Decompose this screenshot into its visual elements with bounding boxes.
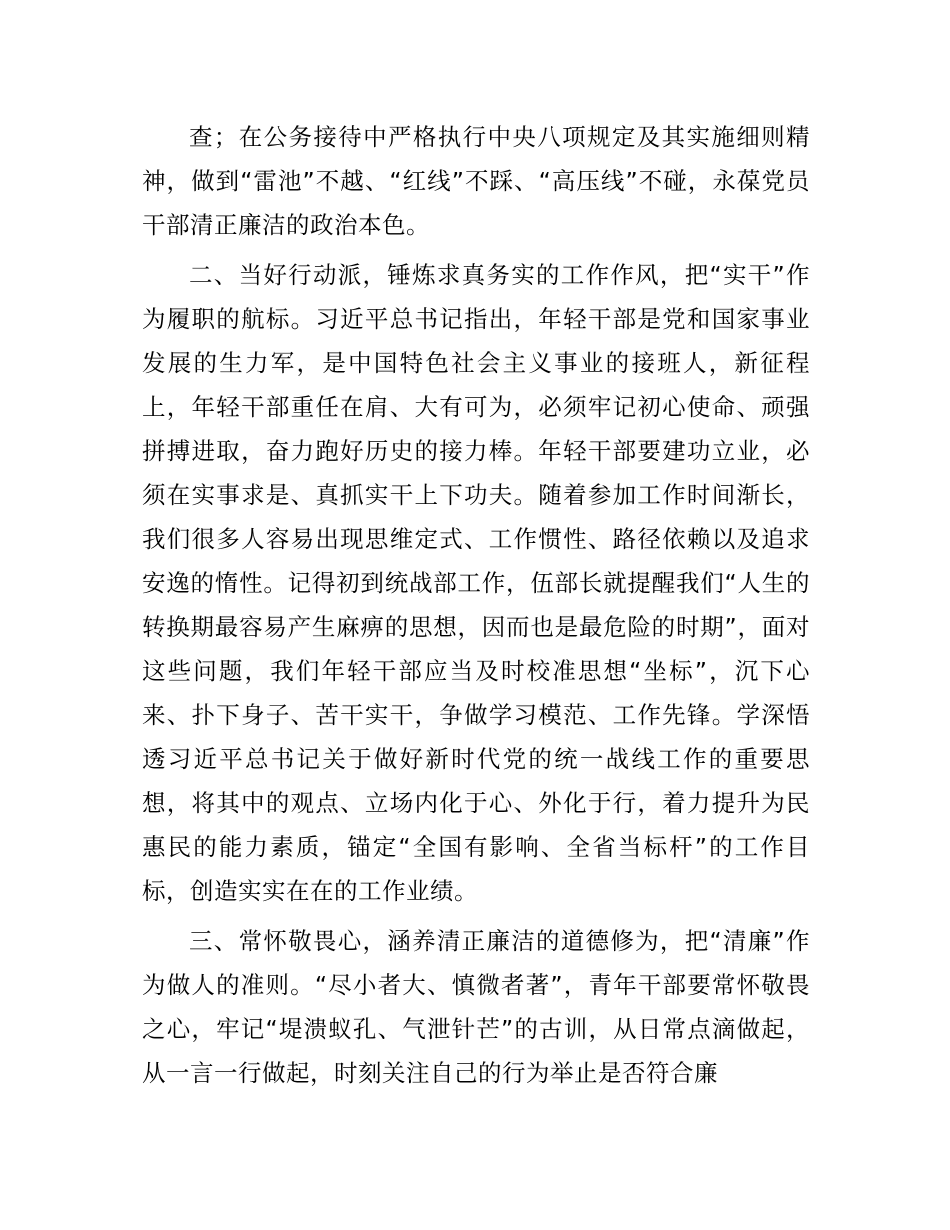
paragraph-section-three: 三、常怀敬畏心，涵养清正廉洁的道德修为，把“清廉”作为做人的准则。“尽小者大、慎微者著”，青年干部要常怀敬畏之心，牢记“堤溃蚁孔、气泄针芒”的古训，从日常点滴做起，从一言一行做起，时刻关注自己的行为举止是否符合廉 [142,927,810,1087]
document-body [142,115,810,1101]
paragraph-continuation: 查；在公务接待中严格执行中央八项规定及其实施细则精神，做到“雷池”不越、“红线”不踩、“高压线”不碰，永葆党员干部清正廉洁的政治本色。 [142,123,810,239]
paragraph-section-two: 二、当好行动派，锤炼求真务实的工作作风，把“实干”作为履职的航标。习近平总书记指出，年轻干部是党和国家事业发展的生力军，是中国特色社会主义事业的接班人，新征程上，年轻干部重任在肩、大有可为，必须牢记初心使命、顽强拼搏进取，奋力跑好历史的接力棒。年轻干部要建功立业，必须在实事求是、真抓实干上下功夫。随着参加工作时间渐长，我们很多人容易出现思维定式、工作惯性、路径依赖以及追求安逸的惰性。记得初到统战部工作，伍部长就提醒我们“人生的转换期最容易产生麻痹的思想，因而也是最危险的时期”，面对这些问题，我们年轻干部应当及时校准思想“坐标”，沉下心来、扑下身子、苦干实干，争做学习模范、工作先锋。学深悟透习近平总书记关于做好新时代党的统一战线工作的重要思想，将其中的观点、立场内化于心、外化于行，着力提升为民惠民的能力素质，锚定“全国有影响、全省当标杆”的工作目标，创造实实在在的工作业绩。 [142,261,810,905]
